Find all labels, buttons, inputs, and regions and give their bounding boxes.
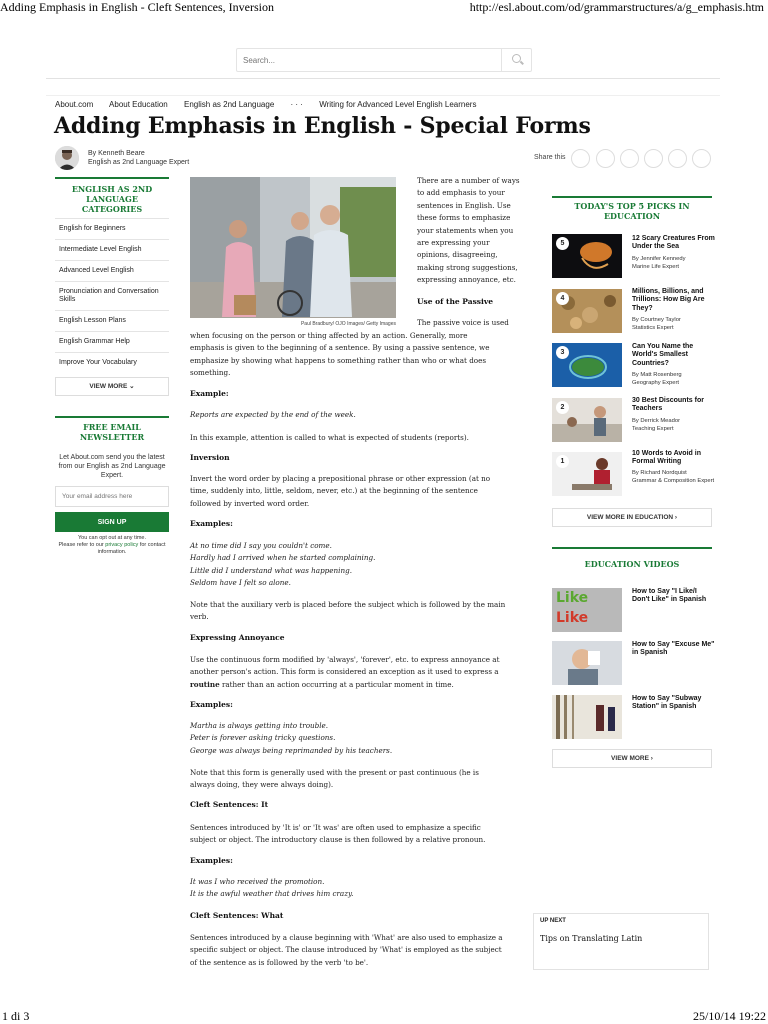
email-field[interactable] bbox=[55, 486, 169, 507]
pick-number: 2 bbox=[556, 401, 569, 414]
newsletter-text: Let About.com send you the latest from our English as 2nd Language Expert. bbox=[58, 454, 166, 479]
video-title[interactable]: How to Say "I Like/I Don't Like" in Spanish bbox=[632, 588, 707, 604]
passive-line: when focusing on the person or thing affected by an action. Generally, more bbox=[190, 331, 468, 340]
pick-title[interactable]: 10 Words to Avoid in Formal Writing bbox=[632, 450, 701, 466]
intro-line: sentences in English. Use bbox=[417, 200, 511, 210]
pick-thumbnail[interactable] bbox=[552, 343, 622, 387]
pick-author-role: Marine Life Expert bbox=[632, 263, 680, 270]
intro-line: your statements when you bbox=[417, 225, 514, 235]
share-facebook-button[interactable] bbox=[571, 149, 590, 168]
example-line: Seldom have I felt so alone. bbox=[190, 578, 291, 588]
signup-button[interactable]: SIGN UP bbox=[55, 512, 169, 532]
heading-passive: Use of the Passive bbox=[417, 297, 494, 306]
intro-line: making strong suggestions, bbox=[417, 262, 518, 272]
video-thumbnail[interactable] bbox=[552, 588, 622, 632]
pick-number: 5 bbox=[556, 237, 569, 250]
pick-author bbox=[632, 317, 716, 332]
pick-number: 4 bbox=[556, 292, 569, 305]
annoy-bold-word: routine bbox=[190, 679, 220, 689]
annoy-rest: rather than an action occurring at a particular moment in time. bbox=[219, 679, 454, 689]
pick-author-role: Teaching Expert bbox=[632, 425, 674, 432]
category-sidebar bbox=[55, 177, 169, 373]
passive-line: emphasize by showing what happens to something rather than who or what does bbox=[190, 355, 487, 365]
child-image bbox=[552, 641, 622, 685]
pick-author-role: Statistics Expert bbox=[632, 324, 674, 331]
pick-thumbnail[interactable] bbox=[552, 234, 622, 278]
privacy-prefix: Please refer to our bbox=[58, 542, 104, 548]
intro-line: opinions, disagreeing, bbox=[417, 250, 498, 260]
inversion-examples bbox=[190, 540, 375, 590]
example-line: It was I who received the promotion. bbox=[190, 877, 325, 886]
example-line: George was always being reprimanded by his teachers. bbox=[190, 745, 393, 755]
category-item[interactable]: Advanced Level English bbox=[55, 260, 169, 281]
newsletter-fine-print bbox=[55, 535, 169, 556]
breadcrumb-ellipsis[interactable]: · · · bbox=[290, 100, 303, 109]
pick-number: 1 bbox=[556, 455, 569, 468]
note-line: always doing, they were always doing). bbox=[190, 780, 334, 790]
cleft-examples bbox=[190, 876, 353, 901]
avatar[interactable] bbox=[55, 146, 79, 170]
pick-author bbox=[632, 418, 716, 433]
article-hero-image bbox=[190, 177, 396, 318]
inversion-note bbox=[190, 599, 530, 624]
up-next-card[interactable] bbox=[533, 913, 709, 970]
inversion-line: time, suddenly into, little, seldom, never, etc.) at the beginning of the sentence bbox=[190, 486, 478, 496]
breadcrumb-esl[interactable]: English as 2nd Language bbox=[183, 100, 275, 109]
intro-line: these forms to emphasize bbox=[417, 213, 511, 223]
newsletter-title: FREE EMAIL NEWSLETTER bbox=[79, 422, 145, 442]
newsletter-accent-bar bbox=[55, 416, 169, 418]
article-intro bbox=[417, 175, 539, 287]
category-item[interactable]: Improve Your Vocabulary bbox=[55, 352, 169, 373]
share-more-button[interactable] bbox=[692, 149, 711, 168]
example-line: It is the awful weather that drives him crazy. bbox=[190, 889, 354, 899]
author-role: English as 2nd Language Expert bbox=[88, 159, 190, 166]
example-line: Peter is forever asking tricky questions. bbox=[190, 733, 336, 743]
inversion-line: followed by inverted word order. bbox=[190, 498, 310, 508]
share-pinterest-button[interactable] bbox=[620, 149, 639, 168]
pick-author-role: Grammar & Composition Expert bbox=[632, 477, 715, 484]
cleft-line: Sentences introduced by a clause beginning with 'What' are also used to emphasize a bbox=[190, 933, 503, 942]
pick-author bbox=[632, 256, 716, 271]
category-item[interactable]: Intermediate Level English bbox=[55, 239, 169, 260]
breadcrumb-education[interactable]: About Education bbox=[109, 100, 168, 109]
up-next-title[interactable]: Tips on Translating Latin bbox=[540, 934, 643, 943]
author-name[interactable]: By Kenneth Beare bbox=[88, 150, 145, 157]
pick-author-name: By Richard Nordquist bbox=[632, 470, 687, 476]
heading-annoyance: Expressing Annoyance bbox=[190, 633, 285, 642]
print-page-number: 1 di 3 bbox=[2, 1009, 30, 1023]
view-more-education-button[interactable] bbox=[552, 508, 712, 527]
optout-text: You can opt out at any time. bbox=[78, 535, 146, 541]
share-twitter-button[interactable] bbox=[596, 149, 615, 168]
video-thumbnail[interactable] bbox=[552, 695, 622, 739]
chevron-down-icon: ⌄ bbox=[129, 383, 135, 390]
students-photo bbox=[190, 177, 396, 318]
example-passive: Reports are expected by the end of the week. bbox=[190, 410, 356, 419]
privacy-policy-link[interactable]: privacy policy bbox=[105, 542, 139, 548]
heading-example: Example: bbox=[190, 389, 229, 398]
print-page-url: http://esl.about.com/od/grammarstructures/a/g_emphasis.htm bbox=[469, 0, 764, 14]
top5-title: TODAY'S TOP 5 PICKS IN EDUCATION bbox=[574, 201, 690, 221]
video-title[interactable]: How to Say "Subway Station" in Spanish bbox=[632, 695, 702, 711]
cleft-line: Sentences introduced by 'It is' or 'It was' are often used to emphasize a specific bbox=[190, 823, 481, 832]
share-email-button[interactable] bbox=[668, 149, 687, 168]
page-title: Adding Emphasis in English - Special Forms bbox=[54, 113, 591, 139]
category-item[interactable]: Pronunciation and Conversation Skills bbox=[55, 281, 169, 310]
pick-title[interactable]: 30 Best Discounts for Teachers bbox=[632, 397, 704, 413]
video-thumb-word: Like bbox=[556, 610, 589, 626]
video-thumbnail[interactable] bbox=[552, 641, 622, 685]
search-box bbox=[236, 48, 532, 72]
pick-title[interactable]: 12 Scary Creatures From Under the Sea bbox=[632, 235, 715, 251]
category-view-more-button[interactable] bbox=[55, 377, 169, 396]
example-passive-note: In this example, attention is called to what is expected of students (reports). bbox=[190, 433, 469, 442]
example-line: At no time did I say you couldn't come. bbox=[190, 541, 332, 550]
view-more-videos-button[interactable] bbox=[552, 749, 712, 768]
example-line: Martha is always getting into trouble. bbox=[190, 721, 329, 730]
print-page-title: Adding Emphasis in English - Cleft Sentences, Inversion bbox=[0, 0, 274, 14]
heading-examples-annoyance: Examples: bbox=[190, 700, 233, 709]
cleft-line: of the sentence as is followed by the verb 'to be'. bbox=[190, 957, 369, 967]
heading-cleft-what: Cleft Sentences: What bbox=[190, 911, 284, 920]
pick-number: 3 bbox=[556, 346, 569, 359]
pick-author-role: Geography Expert bbox=[632, 379, 680, 386]
category-item[interactable]: English Lesson Plans bbox=[55, 310, 169, 331]
intro-line: are expressing your bbox=[417, 238, 490, 248]
cleft-line: subject or object. The introductory clause is then followed by a relative pronoun. bbox=[190, 835, 486, 845]
byline bbox=[88, 149, 189, 167]
heading-examples-inversion: Examples: bbox=[190, 519, 233, 528]
pick-author-name: By Jennifer Kennedy bbox=[632, 256, 686, 262]
video-thumb-word: Like bbox=[556, 590, 589, 606]
pick-author bbox=[632, 372, 716, 387]
inversion-paragraph bbox=[190, 473, 530, 510]
passive-first-line: The passive voice is used bbox=[417, 318, 509, 327]
inversion-line: Invert the word order by placing a prepositional phrase or other expression (at no bbox=[190, 474, 491, 483]
search-icon bbox=[512, 54, 521, 63]
intro-line: There are a number of ways bbox=[417, 176, 520, 185]
pick-author-name: By Derrick Meador bbox=[632, 418, 680, 424]
print-datetime: 25/10/14 19:22 bbox=[692, 1009, 766, 1023]
pick-author-name: By Courtney Taylor bbox=[632, 317, 681, 323]
chevron-right-icon: › bbox=[674, 514, 678, 521]
share-label: Share this bbox=[534, 154, 566, 161]
intro-line: to add emphasis to your bbox=[417, 188, 505, 198]
pick-thumbnail[interactable] bbox=[552, 398, 622, 442]
pick-author-name: By Matt Rosenberg bbox=[632, 372, 682, 378]
note-line: Note that the auxiliary verb is placed before the subject which is followed by the main bbox=[190, 600, 506, 609]
category-title: ENGLISH AS 2ND LANGUAGE CATEGORIES bbox=[71, 184, 153, 214]
annoyance-examples bbox=[190, 720, 392, 757]
pick-author bbox=[632, 470, 716, 485]
heading-cleft-it: Cleft Sentences: It bbox=[190, 800, 269, 809]
subway-image bbox=[552, 695, 622, 739]
example-line: Little did I understand what was happening. bbox=[190, 565, 352, 575]
breadcrumb-about[interactable]: About.com bbox=[55, 100, 94, 109]
heading-examples-cleft: Examples: bbox=[190, 856, 233, 865]
passive-line: something. bbox=[190, 368, 231, 378]
videos-accent-bar bbox=[552, 547, 712, 549]
annoyance-note bbox=[190, 767, 530, 792]
pick-thumbnail[interactable] bbox=[552, 289, 622, 333]
heading-inversion: Inversion bbox=[190, 453, 230, 462]
example-line: Hardly had I arrived when he started complaining. bbox=[190, 553, 376, 563]
cleft-it-paragraph bbox=[190, 822, 530, 847]
top5-accent-bar bbox=[552, 196, 712, 198]
breadcrumb bbox=[55, 100, 490, 109]
note-line: Note that this form is generally used with the present or past continuous (he is bbox=[190, 768, 479, 777]
annoyance-paragraph bbox=[190, 654, 530, 691]
category-item[interactable]: English for Beginners bbox=[55, 218, 169, 239]
passive-line: emphasis is given to the beginning of a sentence. By using a passive sentence, we bbox=[190, 343, 490, 353]
annoy-line-3 bbox=[190, 679, 530, 691]
header-divider bbox=[46, 78, 720, 79]
author-photo bbox=[55, 146, 79, 170]
cleft-what-paragraph bbox=[190, 932, 530, 969]
note-line: verb. bbox=[190, 612, 209, 622]
video-title[interactable]: How to Say "Excuse Me" in Spanish bbox=[632, 641, 715, 657]
search-button[interactable] bbox=[501, 49, 531, 71]
cleft-line: specific subject or object. The clause introduced by 'What' is employed as the subject bbox=[190, 945, 502, 955]
intro-line: expressing annoyance, etc. bbox=[417, 275, 516, 285]
search-input[interactable] bbox=[243, 53, 499, 68]
share-googleplus-button[interactable] bbox=[644, 149, 663, 168]
passive-paragraph bbox=[190, 330, 530, 380]
category-item[interactable]: English Grammar Help bbox=[55, 331, 169, 352]
annoy-line: another person's action. This form is considered an exception as it used to express a bbox=[190, 667, 499, 677]
view-more-education-label: VIEW MORE IN EDUCATION bbox=[586, 514, 674, 521]
videos-title: EDUCATION VIDEOS bbox=[584, 559, 680, 569]
annoy-line: Use the continuous form modified by 'always', 'forever', etc. to express annoyance at bbox=[190, 655, 500, 664]
pick-thumbnail[interactable] bbox=[552, 452, 622, 496]
view-more-videos-label: VIEW MORE bbox=[611, 755, 649, 762]
chevron-right-icon: › bbox=[650, 755, 653, 762]
breadcrumb-writing[interactable]: Writing for Advanced Level English Learners bbox=[319, 100, 477, 109]
privacy-line bbox=[55, 542, 169, 556]
pick-title[interactable]: Can You Name the World's Smallest Countries? bbox=[632, 343, 694, 367]
pick-title[interactable]: Millions, Billions, and Trillions: How Big Are They? bbox=[632, 288, 705, 312]
photo-credit: Paul Bradbury/ OJO Images/ Getty Images bbox=[300, 321, 396, 327]
up-next-label: UP NEXT bbox=[540, 918, 566, 924]
view-more-label: VIEW MORE bbox=[89, 383, 128, 390]
nav-divider bbox=[46, 95, 720, 96]
privacy-suffix: for contact information. bbox=[97, 542, 166, 555]
